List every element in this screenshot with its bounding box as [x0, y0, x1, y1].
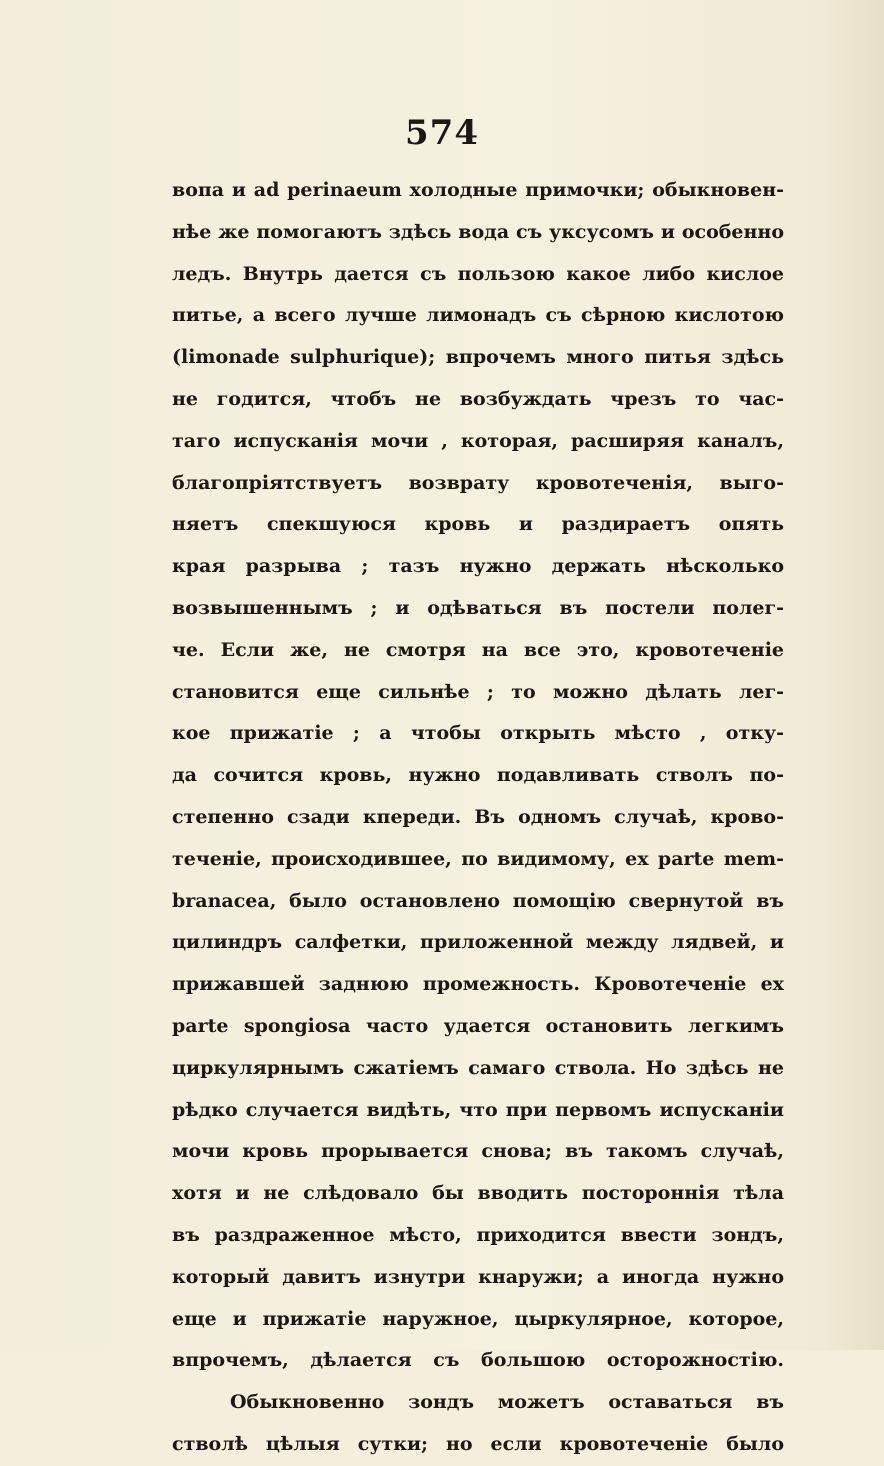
text-line: стволѣ цѣлыя сутки; но если кровотеченіе было [172, 1432, 784, 1455]
text-line: циркулярнымъ сжатіемъ самаго ствола. Но здѣсь не [172, 1056, 784, 1079]
text-line: мочи кровь прорывается снова; въ такомъ случаѣ, [172, 1140, 784, 1163]
text-line: рѣдко случается видѣть, что при первомъ испусканіи [172, 1098, 784, 1121]
text-line: кое прижатіе ; а чтобы открыть мѣсто , отку- [172, 722, 784, 745]
text-line: че. Если же, не смотря на все это, кровотеченіе [172, 638, 784, 661]
text-line: возвышеннымъ ; и одѣваться въ постели полег- [172, 596, 784, 619]
text-line: становится еще сильнѣе ; то можно дѣлать лег- [172, 680, 784, 703]
text-line: теченіе, происходившее, по видимому, ex parte mem- [172, 847, 784, 870]
text-line: parte spongiosa часто удается остановить легкимъ [172, 1014, 784, 1037]
text-line: питье, а всего лучше лимонадъ съ сѣрною кислотою [172, 304, 784, 327]
text-line: хотя и не слѣдовало бы вводить постороннія тѣла [172, 1182, 784, 1205]
text-line: таго испусканія мочи , которая, расширяя каналъ, [172, 429, 784, 452]
text-line: няетъ спекшуюся кровь и раздираетъ опять [172, 513, 784, 536]
text-line: впрочемъ, дѣлается съ большою осторожностію. [172, 1349, 784, 1372]
text-line: ледъ. Внутрь дается съ пользою какое либо кислое [172, 262, 784, 285]
text-line: еще и прижатіе наружное, цыркулярное, которое, [172, 1307, 784, 1330]
text-line: цилиндръ салфетки, приложенной между лядвей, и [172, 931, 784, 954]
text-line: прижавшей заднюю промежность. Кровотеченіе ex [172, 973, 784, 996]
text-line: да сочится кровь, нужно подавливать стволъ по- [172, 764, 784, 787]
body-text [172, 170, 784, 1466]
text-line: branacea, было остановлено помощію свернутой въ [172, 889, 784, 912]
page-number: 574 [405, 113, 479, 153]
text-line: (limonade sulphurique); впрочемъ много питья здѣсь [172, 346, 784, 369]
text-line: степенно сзади кпереди. Въ одномъ случаѣ, крово- [172, 805, 784, 828]
text-line: вопа и ad perinaeum холодные примочки; обыкновен- [172, 179, 784, 201]
text-line: въ раздраженное мѣсто, приходится ввести зондъ, [172, 1223, 784, 1246]
text-line: который давитъ изнутри кнаружи; а иногда нужно [172, 1265, 784, 1288]
text-line: края разрыва ; тазъ нужно держать нѣсколько [172, 555, 784, 578]
text-line: не годится, чтобъ не возбуждать чрезъ то час- [172, 387, 784, 410]
text-line: нѣе же помогаютъ здѣсь вода съ уксусомъ и особенно [172, 220, 784, 243]
text-line: благопріятствуетъ возврату кровотеченія, выго- [172, 471, 784, 494]
text-line: Обыкновенно зондъ можетъ оставаться въ [230, 1391, 784, 1414]
